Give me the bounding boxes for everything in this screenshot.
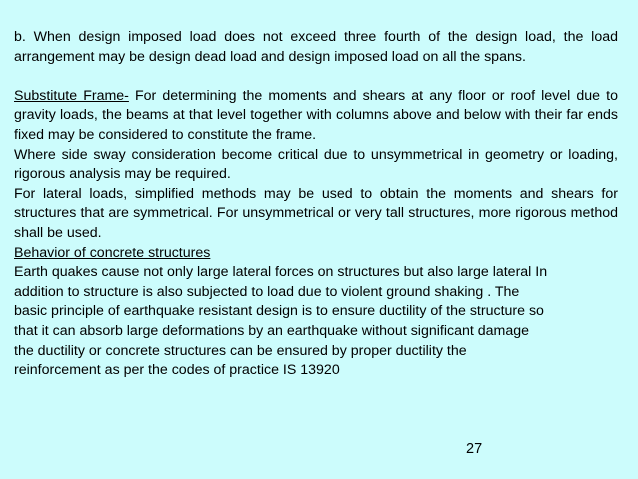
substitute-frame-heading: Substitute Frame- xyxy=(14,87,129,104)
page-number: 27 xyxy=(466,441,483,457)
substitute-frame-text: For determining the moments and shears at any floor or roof level due to gravity loads, the beams at that level together with columns above and below with their far ends fixed may be considered to constitute the frame. xyxy=(14,87,618,143)
behavior-heading xyxy=(14,244,618,264)
behavior-paragraph xyxy=(14,263,618,381)
behavior-line: reinforcement as per the codes of practice IS 13920 xyxy=(14,362,340,379)
lateral-loads-paragraph: For lateral loads, simplified methods may be used to obtain the moments and shears for structures that are symmetrical. For unsymmetrical or very tall structures, more rigorous method shall be used. xyxy=(14,185,618,241)
behavior-line: Earth quakes cause not only large lateral forces on structures but also large lateral In xyxy=(14,264,548,281)
substitute-frame-paragraph xyxy=(14,87,618,146)
behavior-line: the ductility or concrete structures can be ensured by proper ductility the xyxy=(14,342,467,359)
behavior-line: addition to structure is also subjected to load due to violent ground shaking . The xyxy=(14,283,520,300)
behavior-line: basic principle of earthquake resistant design is to ensure ductility of the structure so xyxy=(14,303,544,320)
behavior-heading-text: Behavior of concrete structures xyxy=(14,244,211,261)
behavior-line: that it can absorb large deformations by an earthquake without significant damage xyxy=(14,322,530,339)
side-sway-paragraph: Where side sway consideration become critical due to unsymmetrical in geometry or loading, rigorous analysis may be required. xyxy=(14,146,618,183)
slide-body xyxy=(14,28,618,381)
load-arrangement-paragraph: b. When design imposed load does not exceed three fourth of the design load, the load arrangement may be design dead load and design imposed load on all the spans. xyxy=(14,29,618,65)
paragraph-spacer xyxy=(14,67,618,87)
